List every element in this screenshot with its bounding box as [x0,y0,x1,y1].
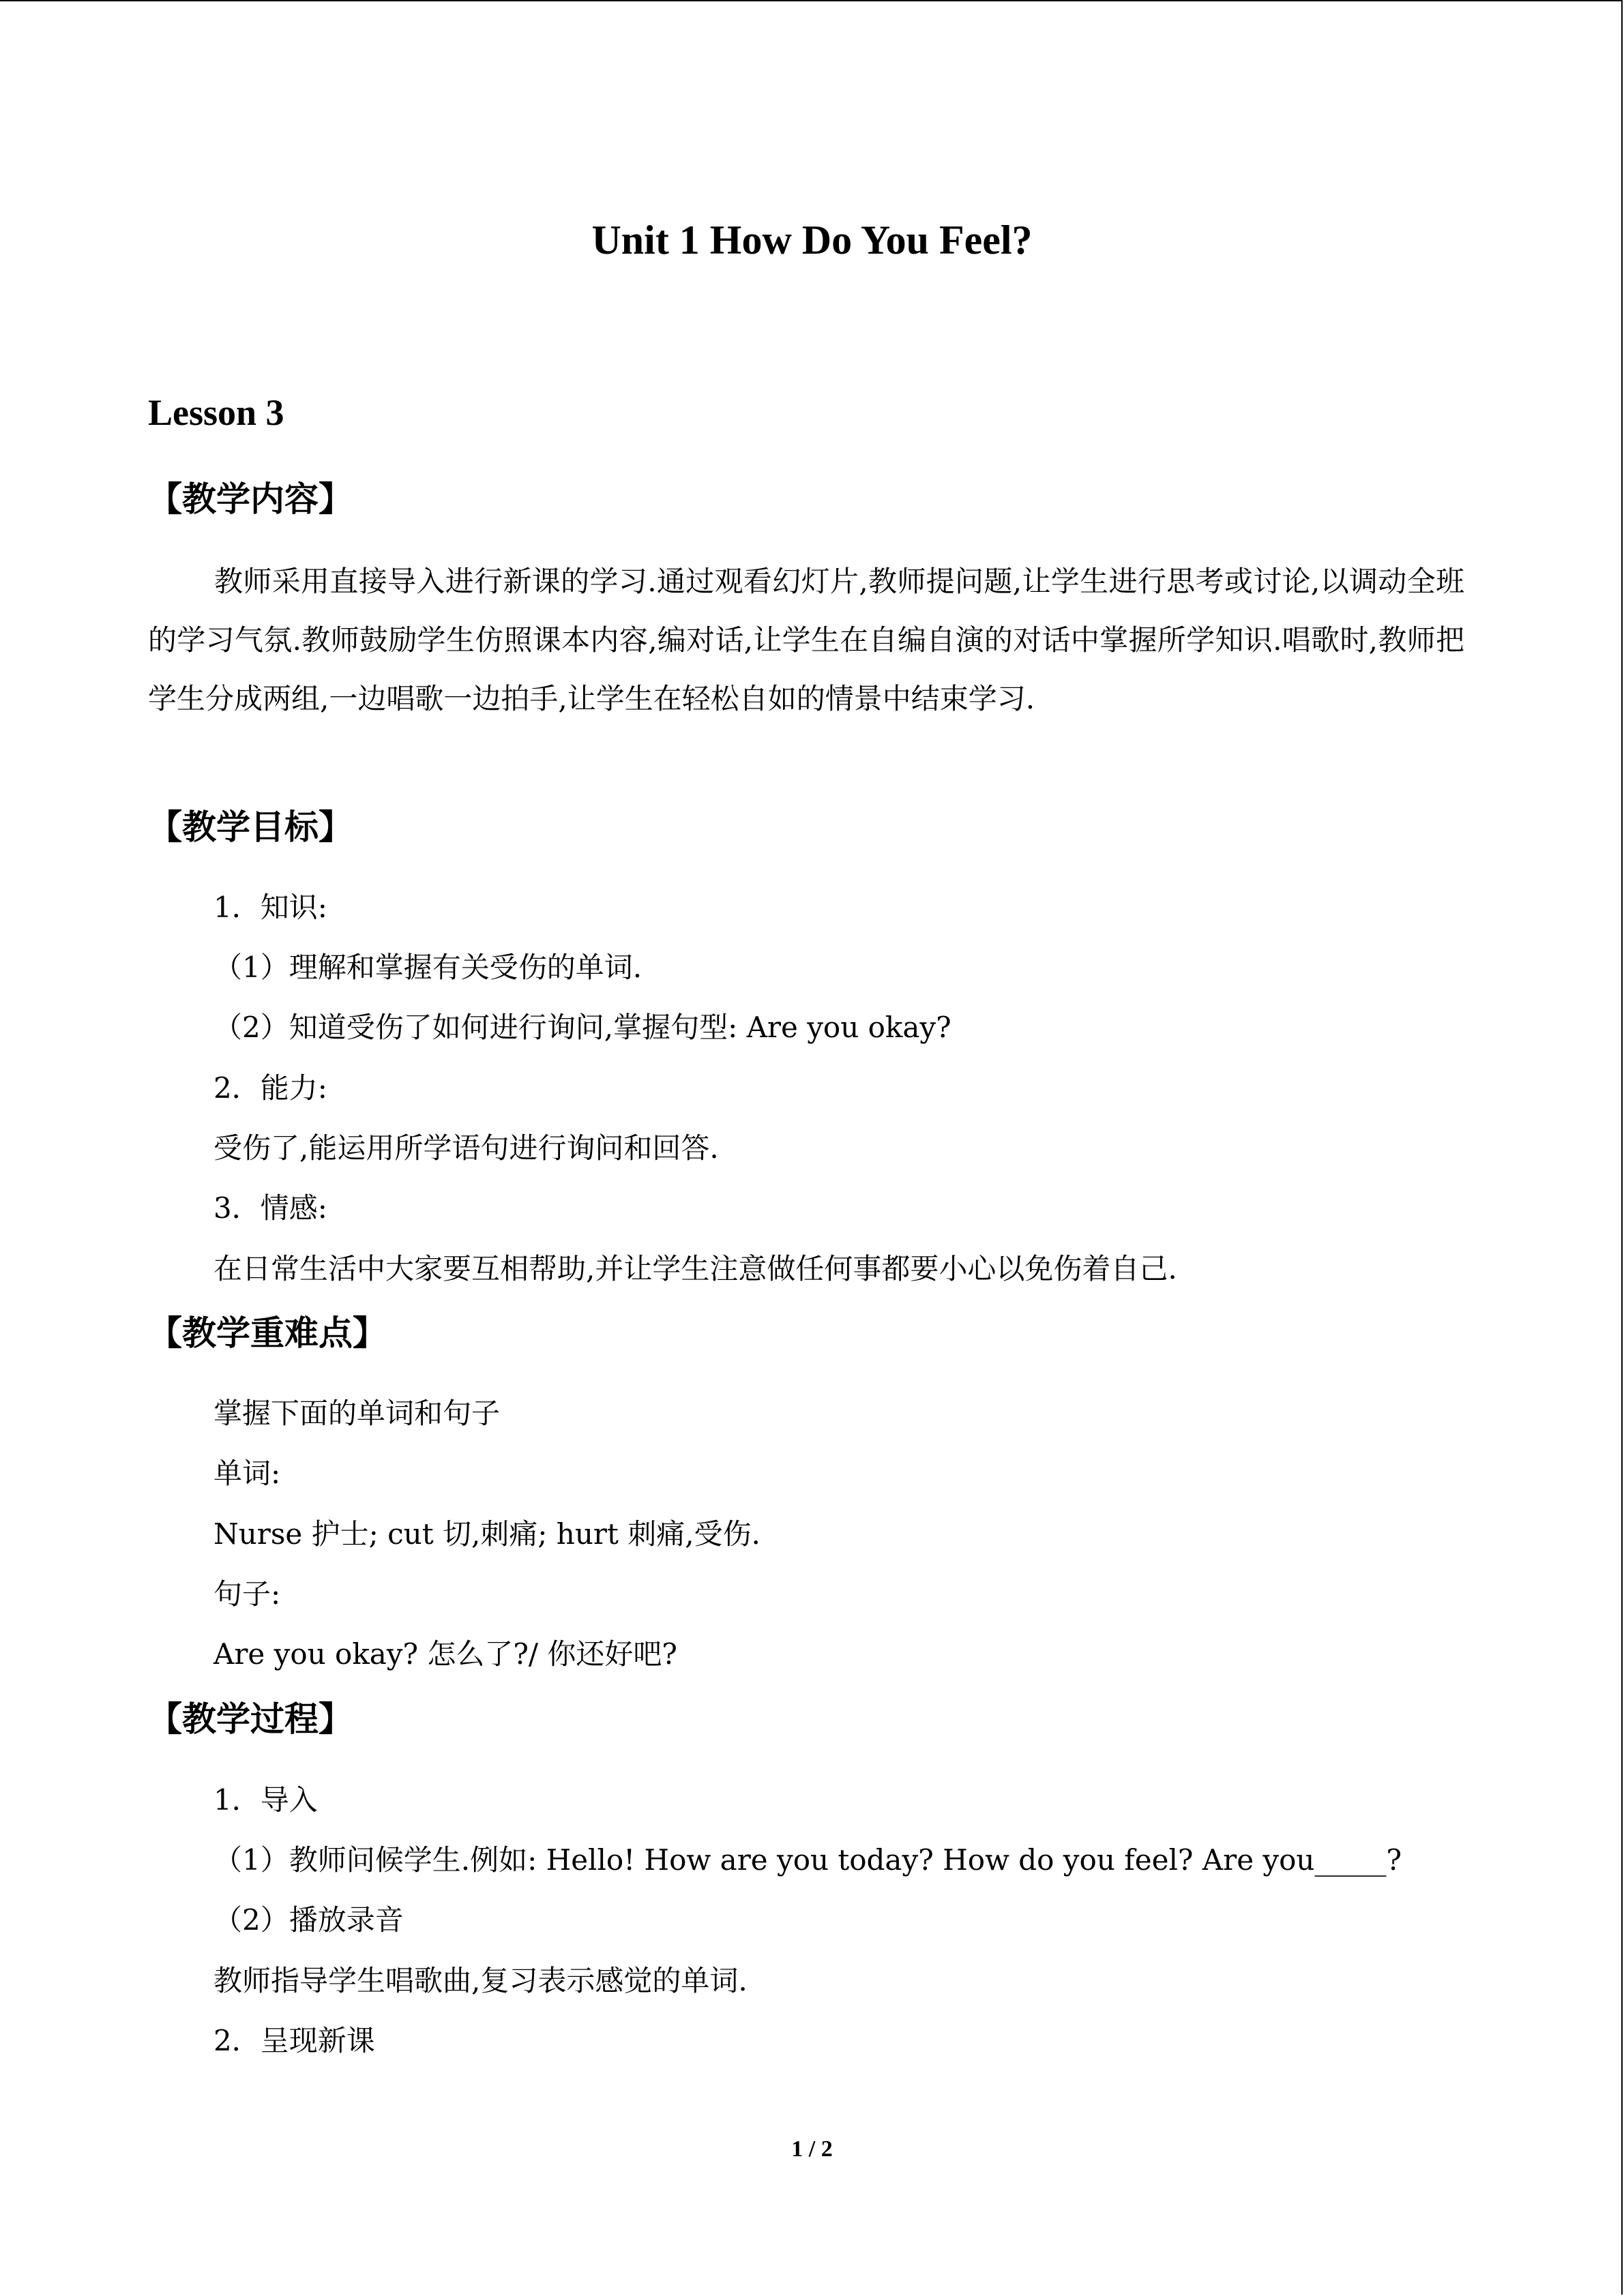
process-line: （2）播放录音 [213,1903,404,1937]
objective-line: （1）理解和掌握有关受伤的单词. [213,951,643,984]
page-number: 1 / 2 [791,2136,833,2162]
key-point-line: 单词: [213,1457,281,1490]
process-line: 教师指导学生唱歌曲,复习表示感觉的单词. [213,1964,748,1997]
objective-line: （2）知道受伤了如何进行询问,掌握句型: Are you okay? [213,1011,951,1044]
key-point-line: 句子: [213,1577,281,1611]
process-line: 2．呈现新课 [213,2024,375,2057]
process-line: 1．导入 [213,1783,318,1817]
objective-line: 受伤了,能运用所学语句进行询问和回答. [213,1131,719,1165]
key-point-line: Nurse 护士; cut 切,刺痛; hurt 刺痛,受伤. [213,1517,761,1551]
process-line: （1）教师问候学生.例如: Hello! How are you today? How do you feel? Are you_____? [213,1843,1402,1877]
objective-line: 3．情感: [213,1191,327,1225]
key-point-line: 掌握下面的单词和句子 [213,1397,501,1430]
section-heading-content: 【教学内容】 [148,479,353,519]
section-heading-key-points: 【教学重难点】 [148,1313,387,1353]
section-heading-objectives: 【教学目标】 [148,807,353,847]
objective-line: 2．能力: [213,1071,327,1105]
document-title: Unit 1 How Do You Feel? [591,218,1033,263]
section-heading-process: 【教学过程】 [148,1699,353,1739]
objective-line: 1．知识: [213,891,327,924]
objective-line: 在日常生活中大家要互相帮助,并让学生注意做任何事都要小心以免伤着自己. [213,1252,1177,1285]
content-paragraph: 教师采用直接导入进行新课的学习.通过观看幻灯片,教师提问题,让学生进行思考或讨论,以调动全班的学习气氛.教师鼓励学生仿照课本内容,编对话,让学生在自编自演的对话中掌握所学知识.唱歌时,教师把学生分成两组,一边唱歌一边拍手,让学生在轻松自如的情景中结束学习. [148,565,1464,715]
key-point-line: Are you okay? 怎么了?/ 你还好吧? [213,1637,677,1671]
lesson-label: Lesson 3 [148,392,284,433]
